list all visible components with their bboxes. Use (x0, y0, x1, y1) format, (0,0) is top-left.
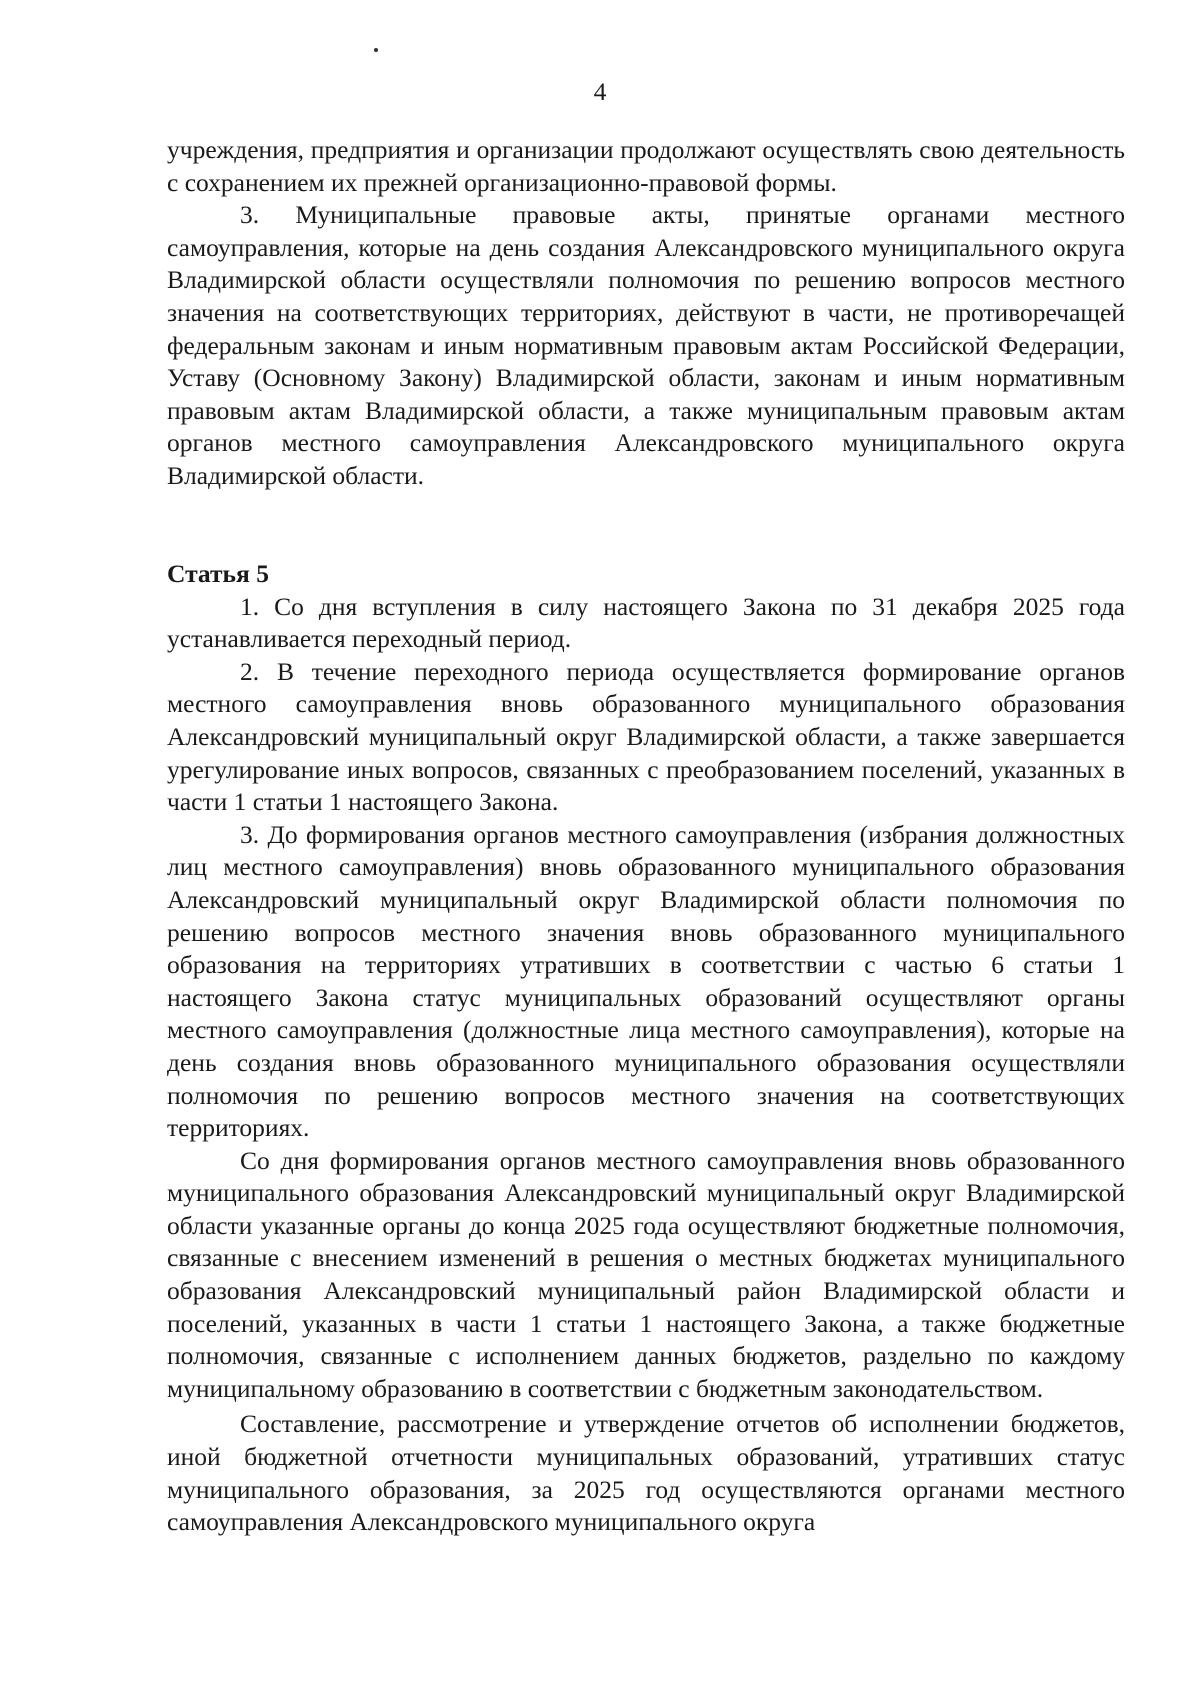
article-5-paragraph-2: 2. В течение переходного периода осуществляется формирование органов местного самоуправления вновь образованного муниципального образования Александровский муниципальный округ Владимирской области, а также завершается урегулирование иных вопросов, связанных с преобразованием поселений, указанных в части 1 статьи 1 настоящего Закона. (167, 656, 1125, 817)
page-number: 4 (593, 77, 607, 106)
article-5-paragraph-4: Со дня формирования органов местного самоуправления вновь образованного муниципального образования Александровский муниципальный округ Владимирской области указанные органы до конца 2025 года осуществляют бюджетные полномочия, связанные с внесением изменений в решения о местных бюджетах муниципального образования Александровский муниципальный район Владимирской области и поселений, указанных в части 1 статьи 1 настоящего Закона, а также бюджетные полномочия, связанные с исполнением данных бюджетов, раздельно по каждому муниципальному образованию в соответствии с бюджетным законодательством. (167, 1145, 1125, 1403)
article-heading: Статья 5 (167, 559, 269, 588)
article-5-block (167, 558, 1125, 1539)
paragraph-part-3: 3. Муниципальные правовые акты, принятые органами местного самоуправления, которые на день создания Александровского муниципального округа Владимирской области осуществляли полномочия по решению вопросов местного значения на соответствующих территориях, действуют в части, не противоречащей федеральным законам и иным нормативным правовым актам Российской Федерации, Уставу (Основному Закону) Владимирской области, законам и иным нормативным правовым актам Владимирской области, а также муниципальным правовым актам органов местного самоуправления Александровского муниципального округа Владимирской области. (167, 200, 1125, 490)
article-5-paragraph-3: 3. До формирования органов местного самоуправления (избрания должностных лиц местного самоуправления) вновь образованного муниципального образования Александровский муниципальный округ Владимирской области полномочия по решению вопросов местного значения вновь образованного муниципального образования на территориях утративших в соответствии с частью 6 статьи 1 настоящего Закона статус муниципальных образований осуществляют органы местного самоуправления (должностные лица местного самоуправления), которые на день создания вновь образованного муниципального образования осуществляли полномочия по решению вопросов местного значения на соответствующих территориях. (167, 819, 1125, 1143)
article-5-paragraph-1: 1. Со дня вступления в силу настоящего Закона по 31 декабря 2025 года устанавливается переходный период. (167, 591, 1125, 654)
article-5-paragraph-5: Составление, рассмотрение и утверждение отчетов об исполнении бюджетов, иной бюджетной отчетности муниципальных образований, утративших статус муниципального образования, за 2025 год осуществляются органами местного самоуправления Александровского муниципального округа (167, 1409, 1125, 1537)
paragraph-continuation: учреждения, предприятия и организации продолжают осуществлять свою деятельность с сохранением их прежней организационно-правовой формы. (167, 135, 1125, 197)
scan-speck (374, 48, 378, 52)
continued-text-block (167, 134, 1125, 493)
